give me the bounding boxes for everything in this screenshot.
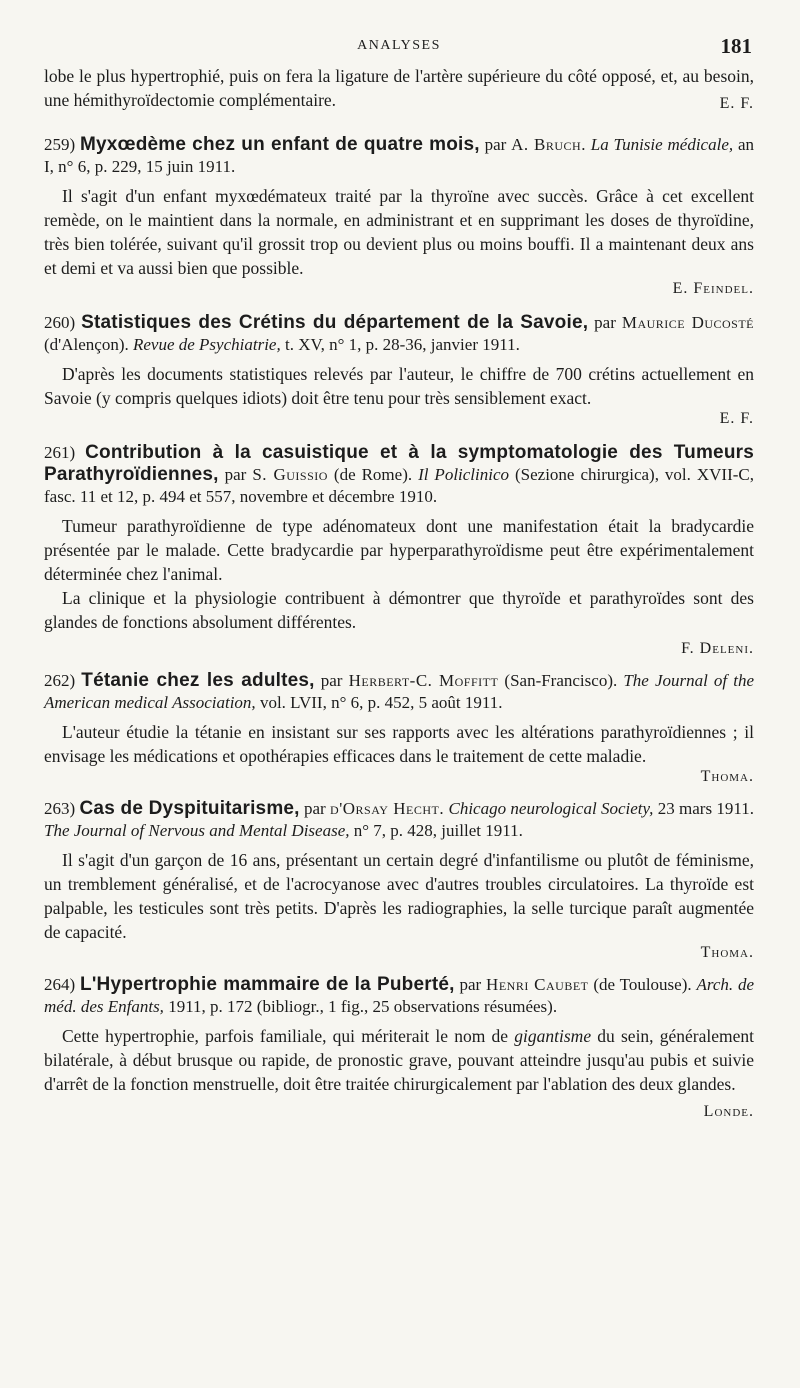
entry-261 [44,442,754,658]
entry-number: 261) [44,443,76,462]
entry-by: par [320,671,343,690]
entry-journal: Arch. de méd. des Enfants, [44,975,755,1016]
entry-heading [44,442,754,508]
entry-heading [44,974,754,1018]
entry-by: par [224,465,247,484]
entry-heading [44,798,754,842]
entry-reference: t. XV, n° 1, p. 28-36, janvier 1911. [284,335,520,354]
entry-259 [44,134,754,298]
entry-author: A. Bruch. [511,135,586,154]
entry-number: 263) [44,799,76,818]
entry-paragraph: La clinique et la physiologie contribuent à démontrer que thyroïde et parathyroïdes sont des glandes de fonctions absolument différentes. [44,588,754,632]
entry-author: S. Guissio [252,465,328,484]
entry-title: Myxœdème chez un enfant de quatre mois, [80,134,480,155]
entry-heading [44,134,754,178]
entry-journal: Revue de Psychiatrie, [132,335,281,354]
intro-paragraph [44,64,754,116]
entry-by: par [304,799,326,818]
entry-author: Maurice Ducosté [621,313,755,332]
entry-signature: Thoma. [700,944,754,961]
entry-number: 264) [44,975,76,994]
entry-author: d'Orsay Hecht. [330,799,445,818]
entry-signature: F. Deleni. [681,640,754,657]
entry-number: 259) [44,135,76,154]
entry-number: 262) [44,671,76,690]
entry-signature: Londe. [703,1103,754,1120]
entry-author: Herbert-C. Moffitt [348,671,499,690]
entry-reference: an I, n° 6, p. 229, 15 juin 1911. [44,135,754,176]
entry-author: Henri Caubet [486,975,589,994]
entry-reference: (Sezione chirurgica), vol. XVII-C, fasc. 11 et 12, p. 494 et 557, novembre et décembre 1910. [44,465,754,506]
entry-affiliation: (de Toulouse). [593,975,692,994]
intro-text: lobe le plus hypertrophié, puis on fera la ligature de l'artère supérieure du côté opposé, et, au besoin, une hémithyroïdectomie complémentaire. [44,66,754,110]
entry-260 [44,312,754,428]
entry-paragraph: L'auteur étudie la tétanie en insistant sur ses rapports avec les altérations parathyroïdiennes ; il envisage les médications et opothérapies efficaces dans le traitement de cette maladie. [44,722,754,766]
entry-journal-secondary: The Journal of Nervous and Mental Disease, [44,821,350,840]
entry-by: par [484,135,507,154]
entry-signature: E. Feindel. [672,280,754,297]
entry-263 [44,798,754,962]
entry-264 [44,974,754,1124]
page-number: 181 [720,34,752,58]
entry-title: Statistiques des Crétins du département de la Savoie, [81,312,589,333]
entry-title: L'Hypertrophie mammaire de la Puberté, [80,974,455,995]
entry-paragraph: Il s'agit d'un garçon de 16 ans, présentant un certain degré d'infantilisme ou plutôt de féminisme, un tremblement généralisé, et de l'acrocyanose avec d'autres troubles circulatoires. La thyroïde est palpable, les testicules sont très petits. D'après les radiographies, la selle turcique paraît augmentée de capacité. [44,850,754,942]
entry-paragraph: Tumeur parathyroïdienne de type adénomateux dont une manifestation était la bradycardie présentée par le malade. Cette bradycardie par hyperparathyroïdisme peut être expérimentalement déterminée chez l'animal. [44,516,754,584]
entry-reference: 1911, p. 172 (bibliogr., 1 fig., 25 observations résumées). [168,997,558,1016]
entry-heading [44,312,754,356]
entry-title: Contribution à la casuistique et à la symptomatologie des Tumeurs Parathyroïdiennes, [44,442,754,485]
entry-signature: Thoma. [700,768,754,785]
entry-number: 260) [44,313,76,332]
entry-affiliation: (d'Alençon). [44,335,129,354]
entry-reference-secondary: n° 7, p. 428, juillet 1911. [353,821,523,840]
entry-paragraph [44,1024,755,1120]
entry-journal: The Journal of the American medical Association, [44,671,755,712]
running-title: ANALYSES [357,38,441,53]
entry-affiliation: (de Rome). [333,465,413,484]
entry-262 [44,670,754,786]
entry-by: par [594,313,616,332]
entry-title: Cas de Dyspituitarisme, [79,798,300,819]
entry-heading [44,670,754,714]
paragraph-text: Cette hypertrophie, parfois familiale, qui mériterait le nom de [62,1026,509,1046]
entry-title: Tétanie chez les adultes, [81,670,315,691]
entry-paragraph: D'après les documents statistiques relevés par l'auteur, le chiffre de 700 crétins actuellement en Savoie (y compris quelques idiots) doit être tenu pour très sensiblement exact. [44,364,754,408]
entry-affiliation: (San-Francisco). [504,671,618,690]
entry-reference: 23 mars 1911. [657,799,755,818]
entry-journal: Il Policlinico [418,465,510,484]
running-header [44,0,754,64]
intro-signature: E. F. [719,95,754,112]
entry-paragraph: Il s'agit d'un enfant myxœdémateux traité par la thyroïne avec succès. Grâce à cet excellent remède, on le maintient dans la normale, en administrant et en supprimant les doses de thyroïdine, très bien tolérée, suivant qu'il grossit trop ou devient plus ou moins bouffi. Il a maintenant deux ans et demi et va aussi bien que possible. [44,186,754,278]
entry-reference: vol. LVII, n° 6, p. 452, 5 août 1911. [259,693,503,712]
emphasis-term: gigantisme [514,1026,592,1046]
paragraph-text: du sein, généralement bilatérale, à début brusque ou rapide, de pronostic grave, pouvant atteindre jusqu'au pubis et suivie d'arrêt de la fonction menstruelle, doit être traitée chirurgicalement par l'ablation des deux glandes. [44,1026,755,1094]
entry-signature: E. F. [719,410,754,427]
entry-journal: La Tunisie médicale, [590,135,734,154]
entry-journal: Chicago neurological Society, [448,799,654,818]
entry-by: par [459,975,482,994]
